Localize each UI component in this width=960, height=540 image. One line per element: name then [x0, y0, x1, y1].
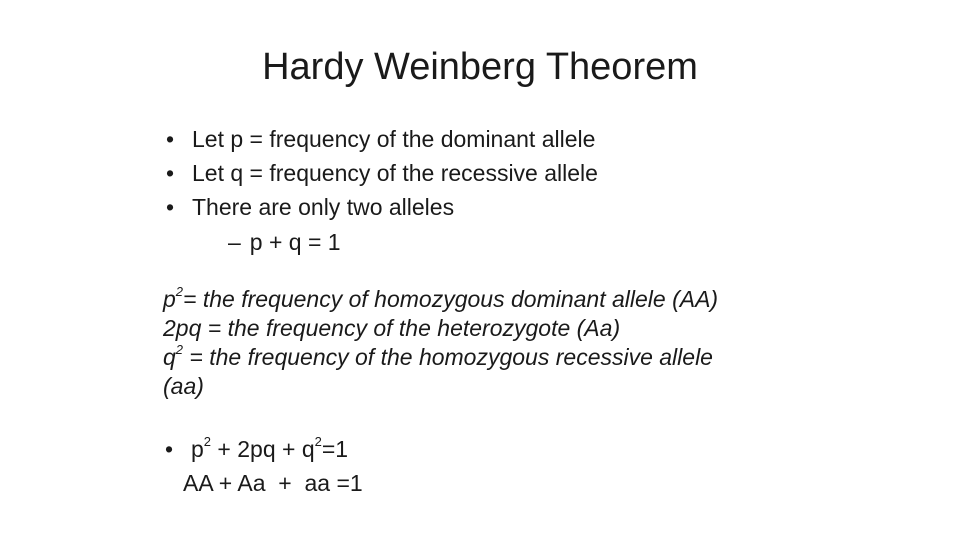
- bullet-text: Let p = frequency of the dominant allele: [192, 126, 596, 152]
- summary-genotypes: [165, 466, 363, 500]
- formula-text: = the frequency of the homozygous recessive allele: [183, 344, 713, 370]
- formula-text: = the frequency of homozygous dominant allele (AA): [183, 286, 719, 312]
- dash-icon: –: [228, 229, 241, 255]
- formula-block: [163, 285, 718, 401]
- bullet-icon: •: [165, 436, 174, 462]
- bullet-item-recessive: [166, 156, 598, 190]
- formula-line-homozygous-recessive: [163, 343, 718, 372]
- bullet-text: Let q = frequency of the recessive allele: [192, 160, 598, 186]
- formula-exponent: 2: [175, 342, 184, 358]
- bullet-item-dominant: [166, 122, 598, 156]
- summary-var-p: p: [191, 436, 204, 462]
- bullet-icon: •: [166, 160, 175, 186]
- summary-end: =1: [321, 436, 349, 462]
- summary-genotype-text: AA + Aa + aa =1: [183, 470, 363, 496]
- formula-line-heterozygote: 2pq = the frequency of the heterozygote (Aa): [163, 315, 621, 341]
- bullet-icon: •: [166, 126, 175, 152]
- sub-bullet-sum: [228, 225, 350, 259]
- summary-middle: + 2pq + q: [211, 436, 315, 462]
- formula-line-aa: (aa): [163, 373, 204, 399]
- formula-var-q: q: [163, 344, 176, 370]
- bullet-list: [166, 122, 598, 224]
- slide-title: Hardy Weinberg Theorem: [262, 46, 698, 88]
- summary-equation: [165, 432, 363, 466]
- formula-exponent: 2: [175, 284, 184, 300]
- bullet-item-two-alleles: [166, 190, 598, 224]
- bullet-icon: •: [166, 194, 175, 220]
- formula-line-homozygous-dominant: [163, 285, 718, 314]
- sub-bullet-expression: p + q = 1: [249, 229, 341, 255]
- summary-exponent: 2: [314, 434, 322, 450]
- formula-var-p: p: [163, 286, 176, 312]
- summary-block: [165, 432, 363, 500]
- summary-exponent: 2: [203, 434, 212, 450]
- bullet-text: There are only two alleles: [192, 194, 455, 220]
